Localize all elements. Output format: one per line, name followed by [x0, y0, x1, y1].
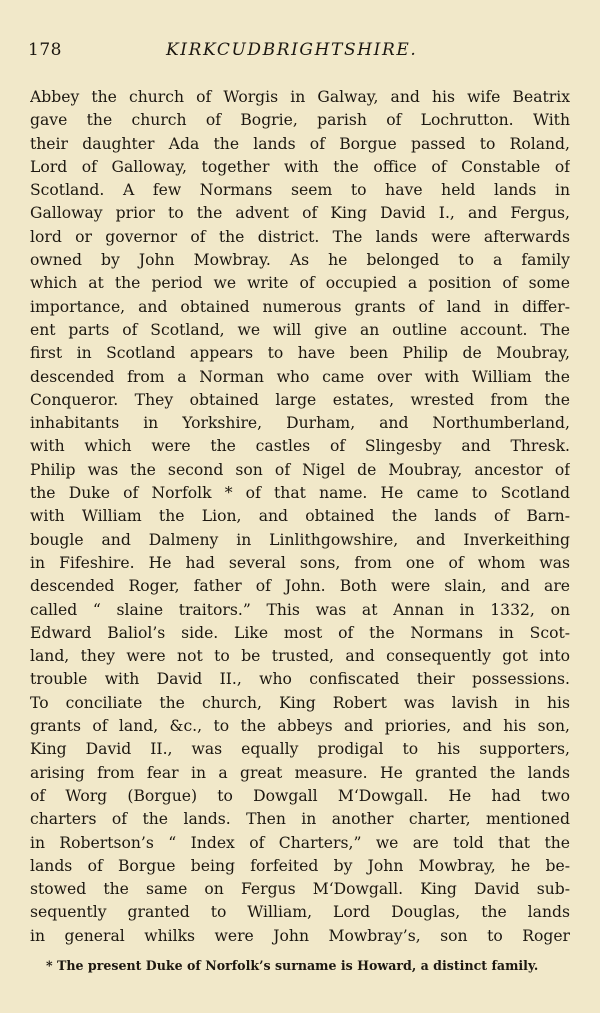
- text-line: Scotland. A few Normans seem to have held lands in: [30, 181, 570, 200]
- text-line: of Worg (Borgue) to Dowgall M‘Dowgall. He had two: [30, 786, 570, 805]
- text-line: Galloway prior to the advent of King David I., and Fergus,: [30, 204, 570, 223]
- text-line: To conciliate the church, King Robert was lavish in his: [30, 693, 570, 712]
- text-line: stowed the same on Fergus M‘Dowgall. King David sub-: [30, 880, 570, 899]
- text-line: descended Roger, father of John. Both were slain, and are: [30, 577, 570, 596]
- text-line: owned by John Mowbray. As he belonged to a family: [30, 251, 570, 270]
- text-line: Philip was the second son of Nigel de Moubray, ancestor of: [30, 460, 570, 479]
- text-line: Abbey the church of Worgis in Galway, and his wife Beatrix: [30, 88, 570, 106]
- text-line: descended from a Norman who came over with William the: [30, 367, 570, 386]
- text-line: sequently granted to William, Lord Douglas, the lands: [30, 903, 570, 922]
- text-line: arising from fear in a great measure. He granted the lands: [30, 763, 570, 782]
- text-line: Lord of Galloway, together with the office of Constable of: [30, 157, 570, 176]
- text-line: the Duke of Norfolk * of that name. He came to Scotland: [30, 484, 570, 503]
- running-title: KIRKCUDBRIGHTSHIRE.: [166, 40, 418, 60]
- page-header: [24, 40, 576, 68]
- text-line: first in Scotland appears to have been Philip de Moubray,: [30, 344, 570, 363]
- text-line: land, they were not to be trusted, and consequently got into: [30, 647, 570, 666]
- text-line: importance, and obtained numerous grants of land in differ-: [30, 297, 570, 316]
- text-line: King David II., was equally prodigal to his supporters,: [30, 740, 570, 759]
- text-line: in Fifeshire. He had several sons, from one of whom was: [30, 553, 570, 572]
- text-line: charters of the lands. Then in another charter, mentioned: [30, 810, 570, 829]
- text-line: inhabitants in Yorkshire, Durham, and Northumberland,: [30, 414, 570, 433]
- text-line: called “ slaine traitors.” This was at Annan in 1332, on: [30, 600, 570, 619]
- text-line: Conqueror. They obtained large estates, wrested from the: [30, 390, 570, 409]
- text-line: Edward Baliol’s side. Like most of the Normans in Scot-: [30, 623, 570, 642]
- text-line: which at the period we write of occupied a position of some: [30, 274, 570, 293]
- text-line: lord or governor of the district. The lands were afterwards: [30, 227, 570, 246]
- footnote: * The present Duke of Norfolk’s surname is Howard, a distinct family.: [46, 958, 539, 973]
- text-line: bougle and Dalmeny in Linlithgowshire, and Inverkeithing: [30, 530, 570, 549]
- text-line: lands of Borgue being forfeited by John Mowbray, he be-: [30, 856, 570, 875]
- text-line: grants of land, &c., to the abbeys and priories, and his son,: [30, 717, 570, 736]
- text-line: gave the church of Bogrie, parish of Lochrutton. With: [30, 111, 570, 130]
- page-number: 178: [28, 40, 62, 60]
- text-line: with William the Lion, and obtained the lands of Barn-: [30, 507, 570, 526]
- text-line: in general whilks were John Mowbray’s, son to Roger: [30, 926, 570, 945]
- text-line: with which were the castles of Slingesby and Thresk.: [30, 437, 570, 456]
- text-line: trouble with David II., who confiscated their possessions.: [30, 670, 570, 689]
- text-line: ent parts of Scotland, we will give an outline account. The: [30, 320, 570, 339]
- text-line: their daughter Ada the lands of Borgue passed to Roland,: [30, 134, 570, 153]
- body-text: [30, 86, 570, 948]
- text-line: in Robertson’s “ Index of Charters,” we are told that the: [30, 833, 570, 852]
